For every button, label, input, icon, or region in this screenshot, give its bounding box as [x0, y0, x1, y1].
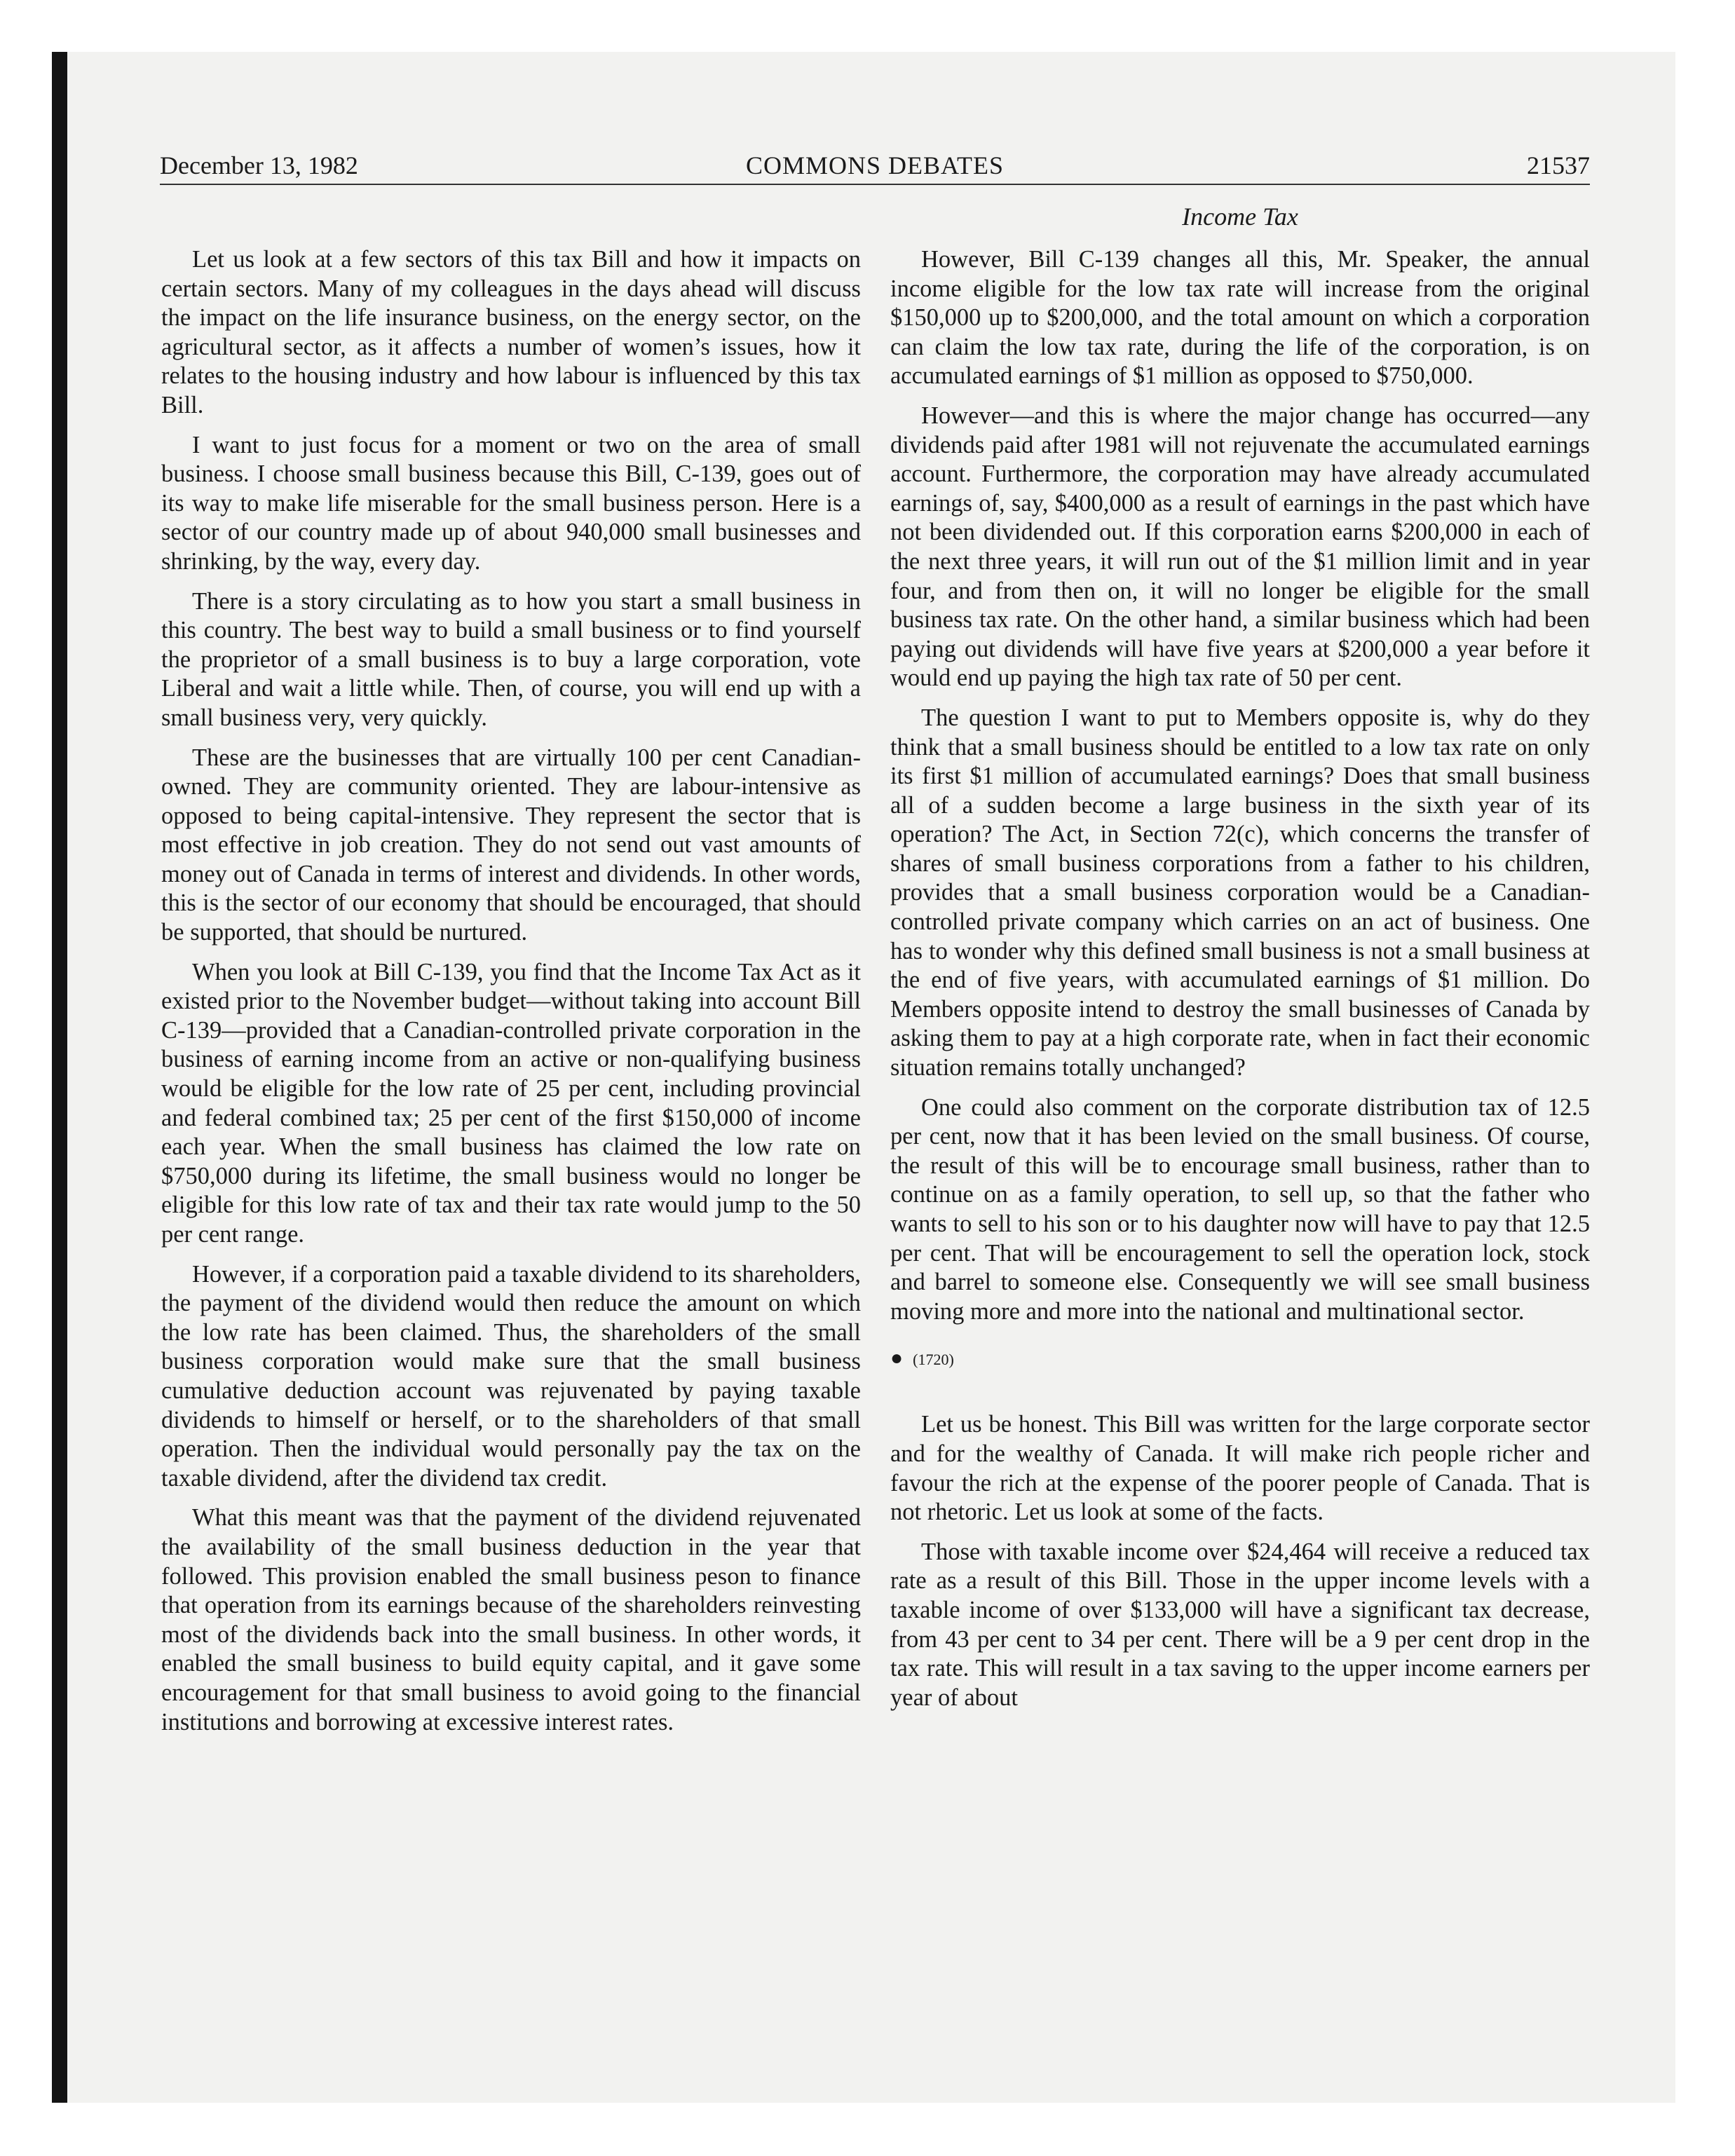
paragraph: However—and this is where the major change has occurred—any dividends paid after 1981 will not rejuvenate the accumulated earnings account. Furthermore, the corporation may have already accumulated earnings of, say, $400,000 as a result of earnings in the past which have not been dividended out. If this corporation earns $200,000 in each of the next three years, it will run out of the $1 million limit and in year four, and from then on, it will no longer be eligible for the small business tax rate. On the other hand, a similar business which had been paying out dividends will have five years at $200,000 a year before it would end up paying the high tax rate of 50 per cent.	[890, 402, 1590, 692]
paragraph: However, Bill C-139 changes all this, Mr. Speaker, the annual income eligible for the low tax rate will increase from the original $150,000 up to $200,000, and the total amount on which a corporation can claim the low tax rate, during the life of the corporation, is on accumulated earnings of $1 million as opposed to $750,000.	[890, 246, 1590, 390]
paragraph: What this meant was that the payment of the dividend rejuvenated the availability of the small business deduction in the year that followed. This provision enabled the small business peson to finance that operation from its earnings because of the shareholders reinvesting most of the dividends back into the small business. In other words, it enabled the small business to build equity capital, and it gave some encouragement for that small business to avoid going to the financial institutions and borrowing at excessive interest rates.	[161, 1504, 861, 1735]
paragraph: These are the businesses that are virtually 100 per cent Canadian-owned. They are community oriented. They are labour-intensive as opposed to being capital-intensive. They represent the sector that is most effective in job creation. They do not send out vast amounts of money out of Canada in terms of interest and dividends. In other words, this is the sector of our economy that should be encouraged, that should be supported, that should be nurtured.	[161, 744, 861, 946]
page-header	[160, 146, 1590, 185]
header-rule	[160, 184, 1590, 185]
paragraph: There is a story circulating as to how you start a small business in this country. The best way to build a small business or to find yourself the proprietor of a small business is to buy a large corporation, vote Liberal and wait a little while. Then, of course, you will end up with a small business very, very quickly.	[161, 587, 861, 731]
paragraph: Those with taxable income over $24,464 will receive a reduced tax rate as a result of this Bill. Those in the upper income levels with a taxable income of over $133,000 will have a significant tax decrease, from 43 per cent to 34 per cent. There will be a 9 per cent drop in the tax rate. This will result in a tax saving to the upper income earners per year of about	[890, 1538, 1590, 1711]
paragraph: However, if a corporation paid a taxable dividend to its shareholders, the payment of the dividend would then reduce the amount on which the low rate has been claimed. Thus, the shareholders of the small business corporation would make sure that the small business cumulative deduction account was rejuvenated by paying taxable dividends to himself or herself, or to the shareholders of that small operation. Then the individual would personally pay the tax on the taxable dividend, after the dividend tax credit.	[161, 1260, 861, 1492]
time-marker	[890, 1344, 1590, 1374]
paragraph: Let us look at a few sectors of this tax Bill and how it impacts on certain sectors. Many of my colleagues in the days ahead will discuss the impact on the life insurance business, on the energy sector, on the agricultural sector, as it affects a number of women’s issues, how it relates to the housing industry and how labour is influenced by this tax Bill.	[161, 246, 861, 418]
paragraph: Let us be honest. This Bill was written for the large corporate sector and for the wealthy of Canada. It will make rich people richer and favour the rich at the expense of the poorer people of Canada. That is not rhetoric. Let us look at some of the facts.	[890, 1411, 1590, 1526]
header-title: COMMONS DEBATES	[745, 151, 1005, 179]
binding-edge	[52, 52, 67, 2103]
section-title: Income Tax	[1182, 203, 1298, 231]
paragraph: The question I want to put to Members opposite is, why do they think that a small business should be entitled to a low tax rate on only its first $1 million of accumulated earnings? Does that small business all of a sudden become a large business in the sixth year of its operation? The Act, in Section 72(c), which concerns the transfer of shares of small business corporations from a father to his children, provides that a small business corporation would be a Canadian-controlled private company which carries on an act of business. One has to wonder why this defined small business is not a small business at the end of five years, with accumulated earnings of $1 million. Do Members opposite intend to destroy the small businesses of Canada by asking them to pay at a high corporate rate, when in fact their economic situation remains totally unchanged?	[890, 704, 1590, 1082]
paragraph: When you look at Bill C-139, you find that the Income Tax Act as it existed prior to the November budget—without taking into account Bill C-139—provided that a Canadian-controlled private corporation in the business of earning income from an active or non-qualifying business would be eligible for the low rate of 25 per cent, including provincial and federal combined tax; 25 per cent of the first $150,000 of income each year. When the small business has claimed the low rate on $750,000 during its lifetime, the small business would no longer be eligible for this low rate of tax and their tax rate would jump to the 50 per cent range.	[161, 958, 861, 1248]
bullet-icon: ●	[890, 1346, 904, 1370]
header-date: December 13, 1982	[160, 151, 358, 179]
right-column	[890, 245, 1590, 1723]
header-page-number: 21537	[1527, 151, 1590, 179]
left-column	[161, 245, 861, 1747]
paragraph: I want to just focus for a moment or two on the area of small business. I choose small business because this Bill, C-139, goes out of its way to make life miserable for the small business person. Here is a sector of our country made up of about 940,000 small businesses and shrinking, by the way, every day.	[161, 431, 861, 575]
paragraph: One could also comment on the corporate distribution tax of 12.5 per cent, now that it has been levied on the small business. Of course, the result of this will be to encourage small business, rather than to continue on as a family operation, to sell up, so that the father who wants to sell to his son or to his daughter now will have to pay that 12.5 per cent. That will be encouragement to sell the operation lock, stock and barrel to someone else. Consequently we will see small business moving more and more into the national and multinational sector.	[890, 1093, 1590, 1325]
time-marker-text: (1720)	[913, 1351, 954, 1369]
